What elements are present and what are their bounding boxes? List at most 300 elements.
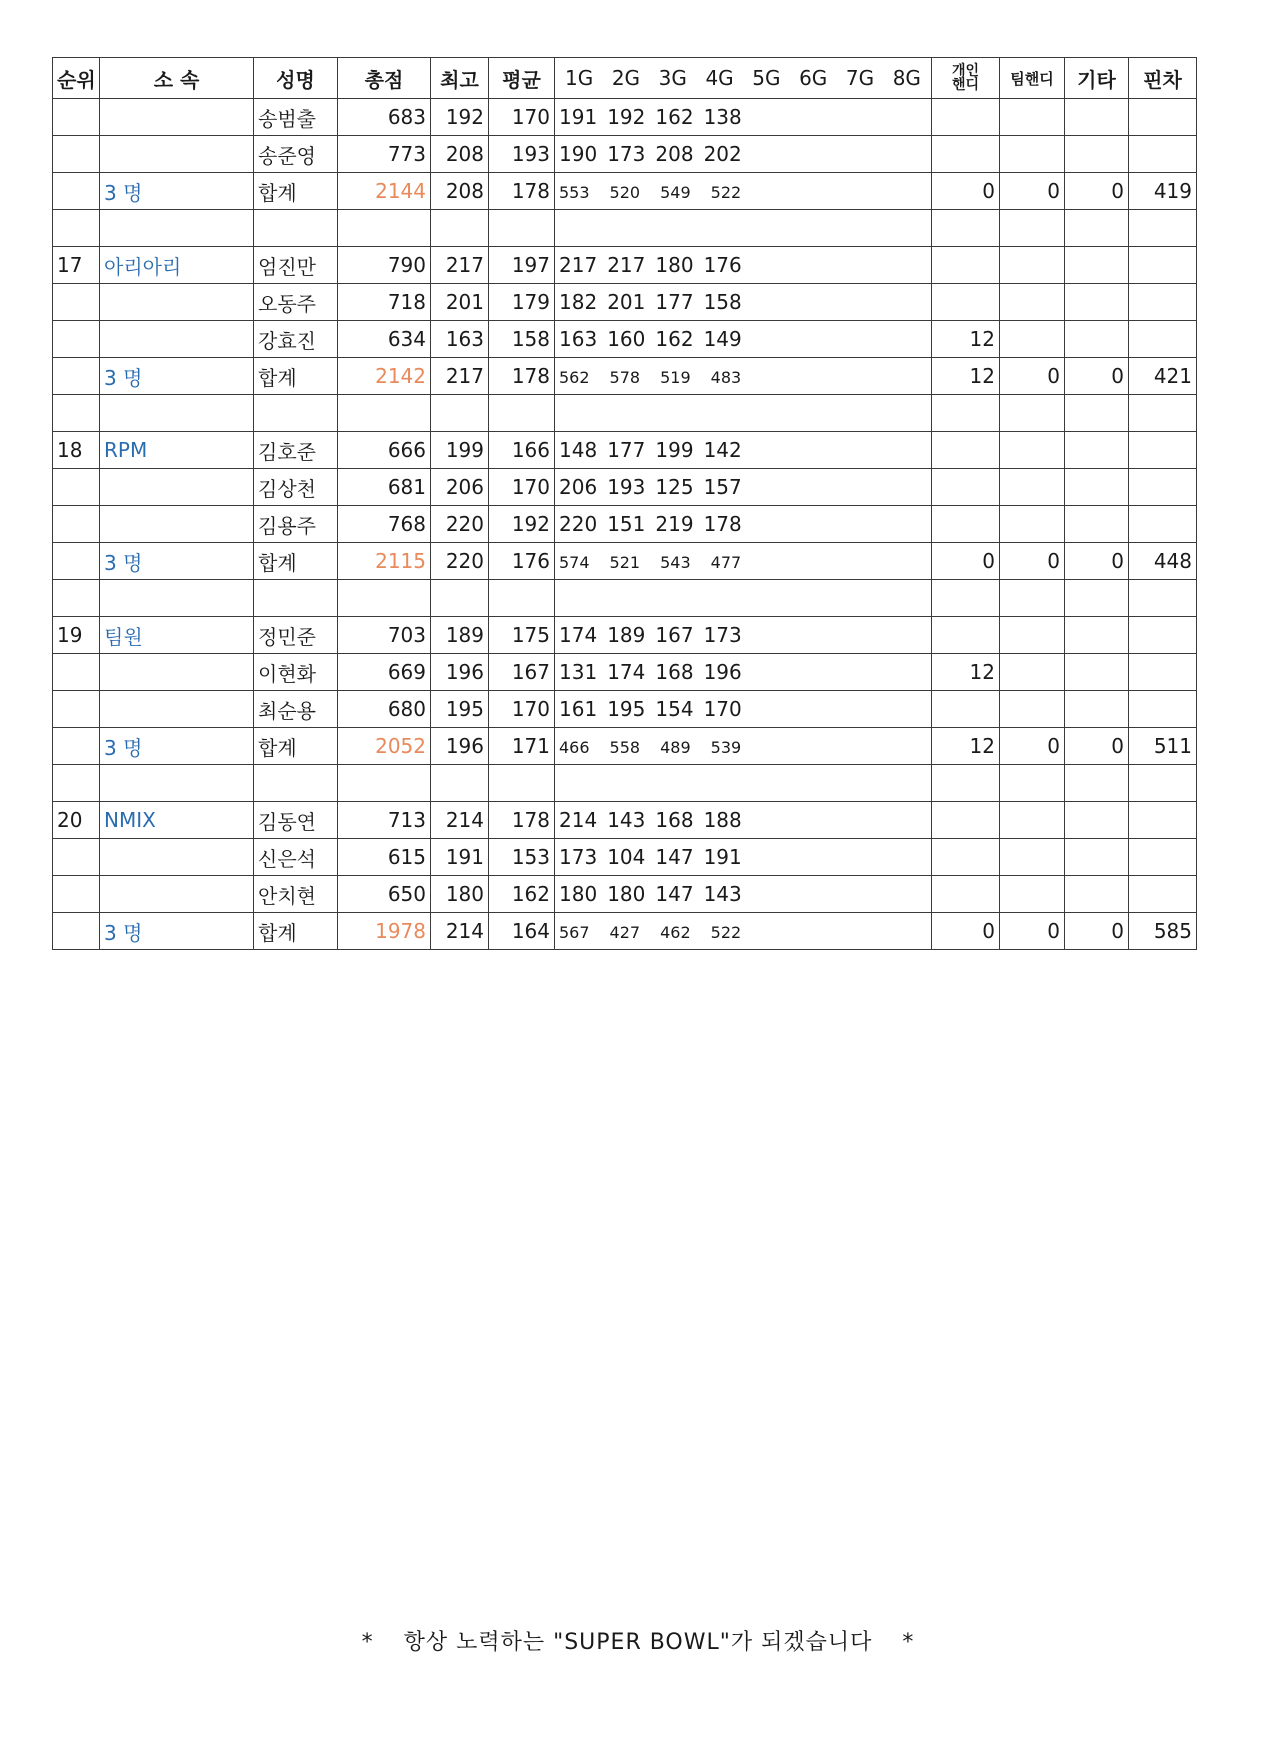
empty-cell [1000,580,1065,617]
header-high: 최고 [431,58,489,99]
header-average: 평균 [489,58,555,99]
game-score-1: 567 [559,923,590,942]
empty-cell [254,765,338,802]
header-game-7: 7G [845,66,875,90]
total-score-cell: 768 [338,506,431,543]
team-cell [100,654,254,691]
high-score-cell: 206 [431,469,489,506]
personal-handicap-cell: 0 [932,173,1000,210]
average-cell: 178 [489,802,555,839]
team-cell [100,469,254,506]
game-score-4: 483 [710,368,742,387]
empty-cell [431,210,489,247]
game-score-2: 558 [609,738,641,757]
game-score-4: 176 [703,253,742,277]
etc-cell: 0 [1065,913,1129,950]
game-score-2: 174 [607,660,646,684]
header-game-1: 1G [565,66,594,90]
player-name-cell: 김상천 [254,469,338,506]
pin-diff-cell [1129,839,1197,876]
player-row [53,99,1197,136]
rank-cell [53,691,100,728]
games-cell [555,617,932,654]
average-cell: 192 [489,506,555,543]
game-score-1: 182 [559,290,598,314]
average-cell: 166 [489,432,555,469]
game-score-3: 543 [660,553,691,572]
total-score-cell: 1978 [338,913,431,950]
rank-cell [53,839,100,876]
game-score-1: 148 [559,438,598,462]
etc-cell: 0 [1065,728,1129,765]
game-score-3: 462 [660,923,691,942]
game-score-2: 160 [607,327,646,351]
player-row [53,876,1197,913]
game-score-4: 522 [710,923,742,942]
personal-handicap-cell [932,284,1000,321]
personal-handicap-cell: 12 [932,321,1000,358]
high-score-cell: 208 [431,173,489,210]
team-cell: 팀원 [100,617,254,654]
empty-cell [1065,395,1129,432]
games-cell [555,432,932,469]
player-name-cell: 정민준 [254,617,338,654]
header-etc: 기타 [1065,58,1129,99]
empty-cell [489,765,555,802]
game-score-3: 180 [655,253,694,277]
average-cell: 193 [489,136,555,173]
etc-cell [1065,839,1129,876]
team-handicap-cell [1000,617,1065,654]
high-score-cell: 208 [431,136,489,173]
games-cell [555,321,932,358]
games-cell [555,284,932,321]
team-total-row [53,543,1197,580]
empty-cell [489,210,555,247]
game-score-2: 151 [607,512,646,536]
player-row [53,432,1197,469]
player-row [53,691,1197,728]
empty-cell [254,395,338,432]
header-rank: 순위 [53,58,100,99]
header-game-5: 5G [752,66,781,90]
high-score-cell: 163 [431,321,489,358]
team-handicap-cell: 0 [1000,913,1065,950]
game-score-1: 466 [559,738,590,757]
total-score-cell: 2052 [338,728,431,765]
etc-cell [1065,506,1129,543]
pin-diff-cell: 448 [1129,543,1197,580]
games-cell [555,839,932,876]
empty-cell [1129,395,1197,432]
player-row [53,839,1197,876]
empty-cell [431,765,489,802]
star-right: * [902,1630,915,1655]
spacer-row [53,210,1197,247]
team-cell [100,99,254,136]
games-cell [555,469,932,506]
total-score-cell: 2144 [338,173,431,210]
team-handicap-cell [1000,876,1065,913]
game-score-2: 104 [607,845,646,869]
game-score-2: 180 [607,882,646,906]
empty-cell [53,395,100,432]
team-handicap-cell [1000,839,1065,876]
player-name-cell: 김용주 [254,506,338,543]
empty-cell [1065,210,1129,247]
game-score-3: 167 [655,623,694,647]
game-score-2: 177 [607,438,646,462]
games-cell [555,358,932,395]
games-cell [555,691,932,728]
header-games [555,58,932,99]
empty-cell [338,765,431,802]
pin-diff-cell [1129,321,1197,358]
games-cell [555,913,932,950]
pin-diff-cell [1129,247,1197,284]
high-score-cell: 199 [431,432,489,469]
game-score-4: 173 [703,623,742,647]
rank-cell [53,321,100,358]
game-score-1: 214 [559,808,598,832]
pin-diff-cell [1129,432,1197,469]
total-score-cell: 650 [338,876,431,913]
empty-cell [489,580,555,617]
member-count-cell: 3 명 [100,913,254,950]
game-score-3: 147 [655,882,694,906]
rank-cell [53,913,100,950]
team-handicap-cell: 0 [1000,358,1065,395]
personal-handicap-cell [932,839,1000,876]
team-handicap-cell: 0 [1000,543,1065,580]
game-score-3: 489 [660,738,691,757]
high-score-cell: 217 [431,358,489,395]
game-score-2: 195 [607,697,646,721]
empty-cell [1000,210,1065,247]
games-cell [555,876,932,913]
personal-handicap-cell [932,469,1000,506]
personal-handicap-cell [932,876,1000,913]
average-cell: 164 [489,913,555,950]
games-cell [555,173,932,210]
games-cell [555,802,932,839]
game-score-4: 158 [703,290,742,314]
etc-cell [1065,654,1129,691]
average-cell: 170 [489,691,555,728]
high-score-cell: 196 [431,654,489,691]
game-score-2: 427 [609,923,641,942]
rank-cell [53,543,100,580]
pin-diff-cell [1129,876,1197,913]
empty-cell [555,210,932,247]
game-score-4: 477 [710,553,742,572]
team-cell [100,321,254,358]
team-cell [100,506,254,543]
empty-cell [431,395,489,432]
game-score-4: 157 [703,475,742,499]
game-score-1: 217 [559,253,598,277]
game-score-2: 520 [609,183,641,202]
team-handicap-cell [1000,99,1065,136]
empty-cell [53,210,100,247]
game-score-3: 168 [655,808,694,832]
empty-cell [53,765,100,802]
etc-cell [1065,469,1129,506]
personal-handicap-cell [932,432,1000,469]
pin-diff-cell [1129,654,1197,691]
game-score-2: 143 [607,808,646,832]
player-row [53,136,1197,173]
header-game-4: 4G [705,66,734,90]
rank-cell: 19 [53,617,100,654]
game-score-1: 163 [559,327,598,351]
spacer-row [53,580,1197,617]
pin-diff-cell [1129,469,1197,506]
empty-cell [555,580,932,617]
member-count-cell: 3 명 [100,173,254,210]
average-cell: 178 [489,358,555,395]
etc-cell [1065,136,1129,173]
empty-cell [555,395,932,432]
team-handicap-cell [1000,136,1065,173]
personal-handicap-cell: 12 [932,358,1000,395]
etc-cell [1065,247,1129,284]
rank-cell [53,506,100,543]
score-table [52,57,1197,950]
empty-cell [1000,395,1065,432]
average-cell: 167 [489,654,555,691]
empty-cell [1129,210,1197,247]
player-row [53,654,1197,691]
average-cell: 178 [489,173,555,210]
average-cell: 176 [489,543,555,580]
high-score-cell: 214 [431,802,489,839]
total-score-cell: 718 [338,284,431,321]
rank-cell: 17 [53,247,100,284]
player-row [53,506,1197,543]
personal-handicap-cell [932,99,1000,136]
high-score-cell: 220 [431,543,489,580]
team-cell [100,876,254,913]
game-score-2: 521 [609,553,641,572]
games-cell [555,728,932,765]
high-score-cell: 180 [431,876,489,913]
game-score-1: 206 [559,475,598,499]
rank-cell [53,654,100,691]
game-score-3: 208 [655,142,694,166]
header-team-handicap: 팀핸디 [1000,58,1065,99]
footer-message [0,1625,1276,1656]
pin-diff-cell [1129,99,1197,136]
team-cell: NMIX [100,802,254,839]
game-score-1: 562 [559,368,590,387]
game-score-2: 201 [607,290,646,314]
pin-diff-cell: 585 [1129,913,1197,950]
player-name-cell: 오동주 [254,284,338,321]
game-score-2: 578 [609,368,641,387]
header-personal-handicap [932,58,1000,99]
games-cell [555,136,932,173]
header-name: 성명 [254,58,338,99]
game-score-3: 177 [655,290,694,314]
player-name-cell: 김동연 [254,802,338,839]
game-score-1: 174 [559,623,598,647]
player-name-cell: 신은석 [254,839,338,876]
average-cell: 197 [489,247,555,284]
game-score-4: 170 [703,697,742,721]
team-handicap-cell [1000,247,1065,284]
empty-cell [932,210,1000,247]
games-cell [555,506,932,543]
high-score-cell: 189 [431,617,489,654]
rank-cell [53,728,100,765]
pin-diff-cell [1129,284,1197,321]
etc-cell: 0 [1065,543,1129,580]
total-score-cell: 680 [338,691,431,728]
average-cell: 171 [489,728,555,765]
total-score-cell: 683 [338,99,431,136]
game-score-1: 220 [559,512,598,536]
personal-handicap-cell [932,691,1000,728]
game-score-3: 125 [655,475,694,499]
team-cell: RPM [100,432,254,469]
header-game-8: 8G [892,66,921,90]
team-total-row [53,358,1197,395]
total-score-cell: 2115 [338,543,431,580]
pin-diff-cell [1129,136,1197,173]
player-row [53,247,1197,284]
player-row [53,469,1197,506]
team-handicap-cell: 0 [1000,173,1065,210]
rank-cell [53,876,100,913]
game-score-3: 549 [660,183,691,202]
empty-cell [100,580,254,617]
empty-cell [100,395,254,432]
header-game-2: 2G [611,66,641,90]
empty-cell [1129,765,1197,802]
game-score-1: 191 [559,105,598,129]
player-row [53,321,1197,358]
empty-cell [53,580,100,617]
personal-handicap-cell [932,802,1000,839]
empty-cell [338,395,431,432]
player-name-cell: 강효진 [254,321,338,358]
game-score-3: 162 [655,327,694,351]
personal-handicap-cell [932,506,1000,543]
high-score-cell: 192 [431,99,489,136]
pin-diff-cell [1129,506,1197,543]
rank-cell [53,136,100,173]
team-total-row [53,913,1197,950]
etc-cell [1065,99,1129,136]
games-cell [555,543,932,580]
etc-cell [1065,432,1129,469]
game-score-3: 199 [655,438,694,462]
personal-handicap-cell [932,247,1000,284]
average-cell: 179 [489,284,555,321]
game-score-2: 193 [607,475,646,499]
average-cell: 175 [489,617,555,654]
star-left: * [361,1630,374,1655]
etc-cell: 0 [1065,173,1129,210]
high-score-cell: 214 [431,913,489,950]
total-score-cell: 703 [338,617,431,654]
game-score-3: 147 [655,845,694,869]
pin-diff-cell [1129,802,1197,839]
empty-cell [1065,580,1129,617]
total-score-cell: 773 [338,136,431,173]
team-handicap-cell [1000,691,1065,728]
game-score-1: 553 [559,183,590,202]
total-score-cell: 2142 [338,358,431,395]
personal-handicap-cell [932,136,1000,173]
member-count-cell: 3 명 [100,358,254,395]
player-row [53,802,1197,839]
average-cell: 162 [489,876,555,913]
high-score-cell: 191 [431,839,489,876]
game-score-1: 180 [559,882,598,906]
etc-cell: 0 [1065,358,1129,395]
average-cell: 170 [489,99,555,136]
high-score-cell: 201 [431,284,489,321]
game-score-4: 539 [710,738,742,757]
empty-cell [338,210,431,247]
etc-cell [1065,284,1129,321]
game-score-4: 142 [703,438,742,462]
personal-handicap-cell: 0 [932,543,1000,580]
game-score-3: 162 [655,105,694,129]
game-score-3: 168 [655,660,694,684]
game-score-2: 189 [607,623,646,647]
header-personal-handicap-line1: 개인 [951,63,980,79]
pin-diff-cell [1129,691,1197,728]
pin-diff-cell: 421 [1129,358,1197,395]
header-pin-diff: 핀차 [1129,58,1197,99]
spacer-row [53,395,1197,432]
game-score-3: 219 [655,512,694,536]
average-cell: 153 [489,839,555,876]
footer-text: 항상 노력하는 "SUPER BOWL"가 되겠습니다 [403,1630,873,1655]
rank-cell [53,469,100,506]
total-score-cell: 666 [338,432,431,469]
game-score-4: 188 [703,808,742,832]
game-score-1: 161 [559,697,598,721]
team-handicap-cell [1000,506,1065,543]
pin-diff-cell: 511 [1129,728,1197,765]
personal-handicap-cell [932,617,1000,654]
average-cell: 170 [489,469,555,506]
game-score-2: 217 [607,253,646,277]
total-score-cell: 669 [338,654,431,691]
empty-cell [555,765,932,802]
team-cell [100,691,254,728]
empty-cell [932,765,1000,802]
game-score-4: 143 [703,882,742,906]
game-score-2: 173 [607,142,646,166]
pin-diff-cell [1129,617,1197,654]
team-handicap-cell [1000,654,1065,691]
empty-cell [489,395,555,432]
game-score-1: 131 [559,660,598,684]
game-score-3: 519 [660,368,691,387]
game-score-4: 191 [703,845,742,869]
player-row [53,284,1197,321]
team-total-row [53,173,1197,210]
total-label-cell: 합계 [254,913,338,950]
empty-cell [1000,765,1065,802]
high-score-cell: 196 [431,728,489,765]
player-name-cell: 이현화 [254,654,338,691]
